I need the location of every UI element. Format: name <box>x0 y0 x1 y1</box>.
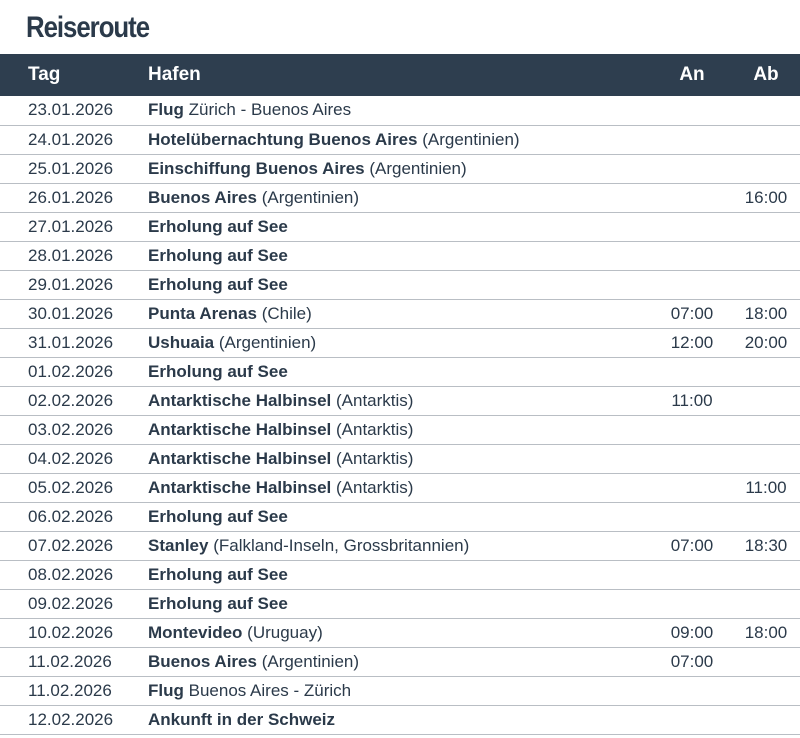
cell-ab: 11:00 <box>732 473 800 502</box>
cell-hafen <box>148 125 652 154</box>
table-row <box>0 270 800 299</box>
port-name: Antarktische Halbinsel <box>148 448 332 468</box>
port-detail: (Chile) <box>256 303 312 323</box>
port-detail: (Argentinien) <box>214 332 317 352</box>
port-name: Ushuaia <box>148 332 215 352</box>
cell-hafen <box>148 270 652 299</box>
port-detail: (Uruguay) <box>242 622 323 642</box>
port-name: Erholung auf See <box>148 216 288 236</box>
itinerary-rows <box>0 96 800 734</box>
table-row <box>0 241 800 270</box>
port-detail: (Argentinien) <box>256 651 360 671</box>
cell-ab <box>732 415 800 444</box>
port-name: Buenos Aires <box>148 187 257 207</box>
cell-tag: 10.02.2026 <box>0 618 148 647</box>
cell-hafen <box>148 241 652 270</box>
cell-an <box>652 473 732 502</box>
port-name: Stanley <box>148 535 209 555</box>
cell-an <box>652 183 732 212</box>
cell-hafen <box>148 560 652 589</box>
table-row <box>0 96 800 125</box>
cell-an <box>652 125 732 154</box>
cell-ab <box>732 96 800 125</box>
cell-hafen <box>148 531 652 560</box>
cell-ab <box>732 154 800 183</box>
cell-an <box>652 154 732 183</box>
table-row <box>0 386 800 415</box>
port-detail: Zürich - Buenos Aires <box>183 100 352 120</box>
table-row <box>0 212 800 241</box>
port-detail: (Falkland-Inseln, Grossbritannien) <box>208 535 470 555</box>
table-row <box>0 618 800 647</box>
table-row <box>0 560 800 589</box>
cell-hafen <box>148 328 652 357</box>
cell-an: 07:00 <box>652 531 732 560</box>
cell-ab <box>732 212 800 241</box>
port-name: Antarktische Halbinsel <box>148 419 332 439</box>
cell-hafen <box>148 96 652 125</box>
cell-an <box>652 705 732 734</box>
cell-tag: 27.01.2026 <box>0 212 148 241</box>
cell-an <box>652 415 732 444</box>
cell-tag: 02.02.2026 <box>0 386 148 415</box>
cell-an <box>652 96 732 125</box>
cell-ab: 18:00 <box>732 618 800 647</box>
port-detail: (Argentinien) <box>417 129 520 149</box>
cell-ab <box>732 589 800 618</box>
cell-tag: 09.02.2026 <box>0 589 148 618</box>
table-row <box>0 154 800 183</box>
cell-an <box>652 212 732 241</box>
port-name: Erholung auf See <box>148 506 288 526</box>
port-name: Erholung auf See <box>148 564 288 584</box>
cell-hafen <box>148 154 652 183</box>
cell-an <box>652 676 732 705</box>
cell-an: 07:00 <box>652 647 732 676</box>
port-name: Erholung auf See <box>148 245 288 265</box>
port-name: Buenos Aires <box>148 651 257 671</box>
cell-ab: 16:00 <box>732 183 800 212</box>
cell-ab: 18:30 <box>732 531 800 560</box>
cell-tag: 11.02.2026 <box>0 676 148 705</box>
port-detail: (Argentinien) <box>256 187 360 207</box>
cell-an: 12:00 <box>652 328 732 357</box>
cell-hafen <box>148 589 652 618</box>
cell-an <box>652 357 732 386</box>
cell-tag: 30.01.2026 <box>0 299 148 328</box>
cell-tag: 28.01.2026 <box>0 241 148 270</box>
page-title: Reiseroute <box>26 11 150 44</box>
cell-tag: 03.02.2026 <box>0 415 148 444</box>
cell-ab <box>732 647 800 676</box>
cell-tag: 25.01.2026 <box>0 154 148 183</box>
table-row <box>0 647 800 676</box>
port-name: Montevideo <box>148 622 243 642</box>
cell-ab <box>732 502 800 531</box>
cell-tag: 07.02.2026 <box>0 531 148 560</box>
cell-tag: 26.01.2026 <box>0 183 148 212</box>
cell-an <box>652 241 732 270</box>
table-row <box>0 299 800 328</box>
cell-tag: 06.02.2026 <box>0 502 148 531</box>
cell-hafen <box>148 386 652 415</box>
cell-hafen <box>148 212 652 241</box>
cell-hafen <box>148 705 652 734</box>
cell-ab <box>732 270 800 299</box>
port-detail: (Antarktis) <box>331 419 414 439</box>
cell-tag: 11.02.2026 <box>0 647 148 676</box>
cell-ab <box>732 241 800 270</box>
port-name: Erholung auf See <box>148 274 288 294</box>
table-row <box>0 705 800 734</box>
cell-tag: 23.01.2026 <box>0 96 148 125</box>
cell-tag: 05.02.2026 <box>0 473 148 502</box>
cell-an <box>652 502 732 531</box>
cell-an <box>652 589 732 618</box>
cell-tag: 12.02.2026 <box>0 705 148 734</box>
table-row <box>0 415 800 444</box>
table-row <box>0 502 800 531</box>
cell-ab <box>732 676 800 705</box>
table-row <box>0 328 800 357</box>
cell-hafen <box>148 415 652 444</box>
cell-hafen <box>148 183 652 212</box>
cell-ab <box>732 444 800 473</box>
table-row <box>0 444 800 473</box>
table-row <box>0 531 800 560</box>
table-row <box>0 125 800 154</box>
cell-an <box>652 270 732 299</box>
cell-hafen <box>148 444 652 473</box>
cell-an: 07:00 <box>652 299 732 328</box>
cell-ab <box>732 560 800 589</box>
port-name: Ankunft in der Schweiz <box>148 709 336 729</box>
table-row <box>0 357 800 386</box>
column-header-tag: Tag <box>28 64 61 85</box>
cell-ab <box>732 357 800 386</box>
cell-tag: 31.01.2026 <box>0 328 148 357</box>
cell-an <box>652 560 732 589</box>
table-header-row <box>0 54 800 96</box>
port-name: Antarktische Halbinsel <box>148 477 332 497</box>
port-name: Hotelübernachtung Buenos Aires <box>148 129 418 149</box>
table-row <box>0 473 800 502</box>
port-name: Flug <box>148 680 184 700</box>
cell-hafen <box>148 502 652 531</box>
cell-hafen <box>148 357 652 386</box>
cell-tag: 08.02.2026 <box>0 560 148 589</box>
cell-tag: 24.01.2026 <box>0 125 148 154</box>
port-name: Einschiffung Buenos Aires <box>148 158 365 178</box>
cell-ab <box>732 386 800 415</box>
port-detail: (Antarktis) <box>331 477 414 497</box>
cell-hafen <box>148 618 652 647</box>
cell-ab: 18:00 <box>732 299 800 328</box>
port-name: Erholung auf See <box>148 593 288 613</box>
cell-ab <box>732 705 800 734</box>
cell-an <box>652 444 732 473</box>
table-row <box>0 589 800 618</box>
port-name: Erholung auf See <box>148 361 288 381</box>
column-header-an: An <box>679 64 705 85</box>
cell-hafen <box>148 647 652 676</box>
cell-tag: 04.02.2026 <box>0 444 148 473</box>
port-detail: (Argentinien) <box>364 158 467 178</box>
cell-hafen <box>148 676 652 705</box>
port-name: Flug <box>148 100 184 120</box>
cell-hafen <box>148 473 652 502</box>
cell-tag: 01.02.2026 <box>0 357 148 386</box>
port-name: Antarktische Halbinsel <box>148 390 332 410</box>
cell-ab: 20:00 <box>732 328 800 357</box>
column-header-hafen: Hafen <box>148 64 201 85</box>
port-detail: Buenos Aires - Zürich <box>183 680 352 700</box>
port-name: Punta Arenas <box>148 303 257 323</box>
port-detail: (Antarktis) <box>331 390 414 410</box>
column-header-ab: Ab <box>753 64 779 85</box>
itinerary-table <box>0 54 800 735</box>
cell-an: 09:00 <box>652 618 732 647</box>
cell-an: 11:00 <box>652 386 732 415</box>
cell-hafen <box>148 299 652 328</box>
cell-ab <box>732 125 800 154</box>
port-detail: (Antarktis) <box>331 448 414 468</box>
table-row <box>0 183 800 212</box>
cell-tag: 29.01.2026 <box>0 270 148 299</box>
table-row <box>0 676 800 705</box>
